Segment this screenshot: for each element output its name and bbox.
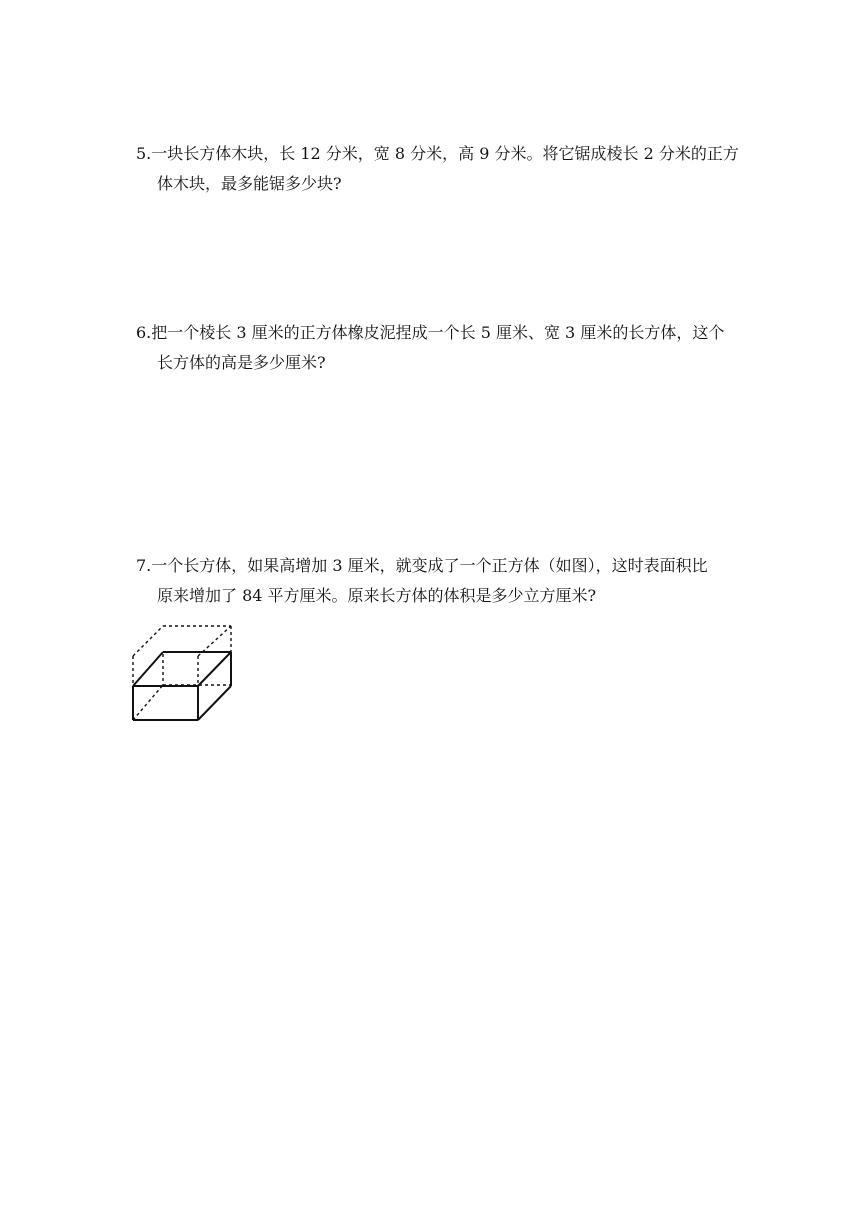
problem-6-text-1: 把一个棱长 3 厘米的正方体橡皮泥捏成一个长 5 厘米、宽 3 厘米的长方体，这个 [151,323,725,342]
problem-6-line-2: 长方体的高是多少厘米? [157,353,326,372]
problem-5-line-2: 体木块，最多能锯多少块? [157,174,342,193]
problem-5-number: 5. [136,144,152,163]
problem-7-text-1: 一个长方体，如果高增加 3 厘米，就变成了一个正方体（如图），这时表面积比 [151,556,708,575]
cuboid-to-cube-diagram-icon [128,622,238,724]
problem-5 [136,139,781,199]
problem-7-number: 7. [136,556,152,575]
problem-7-line-1 [136,551,781,581]
problem-7 [136,551,781,611]
problem-5-text-1: 一块长方体木块，长 12 分米，宽 8 分米，高 9 分米。将它锯成棱长 2 分米的正方 [151,144,739,163]
problem-5-line-1 [136,139,781,169]
original-cuboid [133,652,231,720]
problem-6-number: 6. [136,323,152,342]
problem-6 [136,318,781,378]
cube-dashed-extension [133,626,231,720]
problem-6-line-1 [136,318,781,348]
problem-7-line-2: 原来增加了 84 平方厘米。原来长方体的体积是多少立方厘米? [157,586,597,605]
